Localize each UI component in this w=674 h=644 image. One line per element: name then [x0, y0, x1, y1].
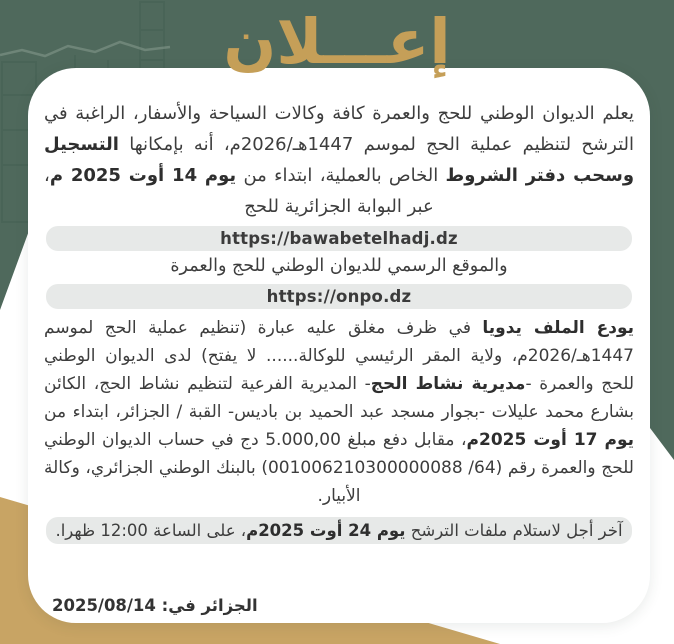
hajj-portal-link[interactable]: https://bawabetelhadj.dz [46, 226, 632, 251]
intro-text-2: الخاص بالعملية، ابتداء من [236, 165, 446, 186]
intro-paragraph [44, 98, 634, 222]
deposit-bold-text: يودع الملف يدويا [482, 318, 635, 338]
deadline-date-bold-text: يوم 24 أوت 2025م [246, 521, 406, 540]
deadline-text-2: ، على الساعة 12:00 ظهرا. [55, 521, 247, 540]
deadline-text-1: آخر أجل لاستلام ملفات الترشح [405, 521, 623, 540]
submission-paragraph [44, 314, 634, 510]
submission-text-1: في ظرف مغلق عليه عبارة (تنظيم عملية الحج لموسم 1447هـ/2026م، ولاية المقر الرئيسي للوكالة...... لا يفتح) لدى الديوان الوطني للحج والعمرة - [44, 318, 635, 394]
deposit-date-bold-text: يوم 17 أوت 2025م [466, 430, 635, 450]
start-date-bold-text: يوم 14 أوت 2025 م [49, 165, 237, 186]
intro-text-1: يعلم الديوان الوطني للحج والعمرة كافة وكالات السياحة والأسفار، الراغبة في الترشح لتنظيم عملية الحج لموسم 1447هـ/2026م، أنه بإمكانها [44, 103, 634, 155]
directorate-bold-text: مديرية نشاط الحج [370, 374, 526, 394]
submission-text-2: - المديرية الفرعية لتنظيم نشاط الحج، الكائن بشارع محمد عليلات -بجوار مسجد عبد الحميد بن باديس- القبة / الجزائر، ابتداء من [44, 374, 634, 422]
official-site-label: والموقع الرسمي للديوان الوطني للحج والعمرة [170, 256, 508, 276]
deadline-banner [46, 517, 632, 544]
submission-text-3: ، مقابل دفع مبلغ 5.000,00 دج في حساب الديوان الوطني للحج والعمرة رقم (64/ 001006210300000088) بالبنك الوطني الجزائري، وكالة الأبيار. [44, 430, 634, 506]
registration-bold-text: التسجيل وسحب دفتر الشروط [44, 134, 635, 186]
issue-date-line: الجزائر في: 2025/08/14 [52, 596, 258, 615]
intro-text-3: ، عبر البوابة الجزائرية للحج [44, 165, 434, 217]
announcement-card [28, 68, 650, 623]
onpo-site-link[interactable]: https://onpo.dz [46, 284, 632, 309]
page-title: إعـــلان [223, 5, 451, 78]
